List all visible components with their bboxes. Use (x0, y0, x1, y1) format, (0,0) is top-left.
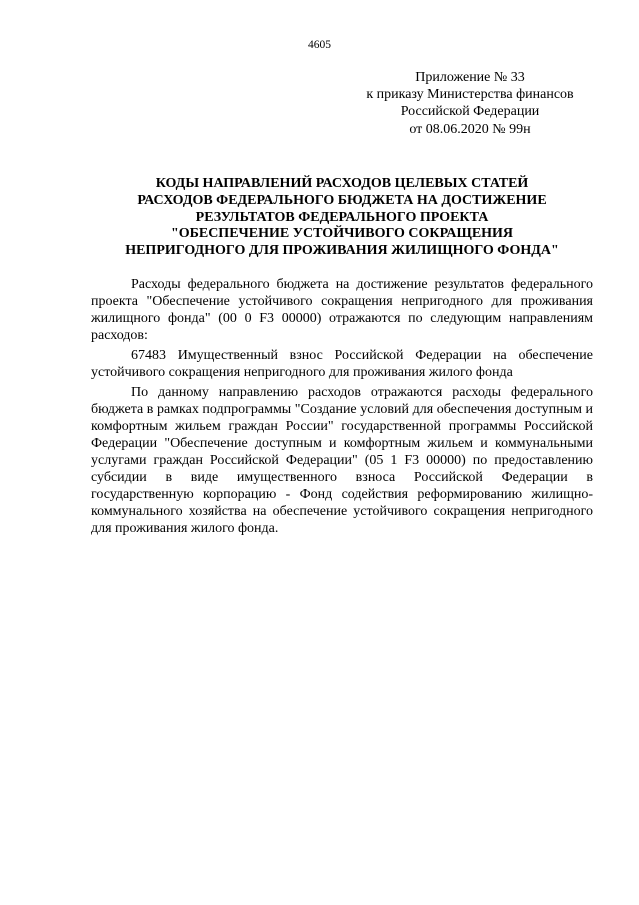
appendix-header (350, 69, 590, 138)
page-number: 4605 (308, 39, 331, 51)
title-line: РАСХОДОВ ФЕДЕРАЛЬНОГО БЮДЖЕТА НА ДОСТИЖЕНИЕ (137, 192, 547, 208)
title-line: РЕЗУЛЬТАТОВ ФЕДЕРАЛЬНОГО ПРОЕКТА (195, 209, 489, 225)
title-line: КОДЫ НАПРАВЛЕНИЙ РАСХОДОВ ЦЕЛЕВЫХ СТАТЕЙ (155, 176, 529, 191)
document-body (91, 276, 593, 540)
appendix-line-federation: Российской Федерации (400, 104, 540, 120)
appendix-line-date: от 08.06.2020 № 99н (409, 121, 531, 137)
body-paragraph-code: 67483 Имущественный взнос Российской Федерации на обеспечение устойчивого сокращения непригодного для проживания жилого фонда (91, 348, 593, 380)
body-paragraph-intro: Расходы федерального бюджета на достижение результатов федерального проекта "Обеспечение устойчивого сокращения непригодного для проживания жилищного фонда" (00 0 F3 00000) отражаются по следующим направлениям расходов: (91, 277, 593, 343)
appendix-line-order: к приказу Министерства финансов (366, 87, 574, 103)
document-title (88, 176, 596, 260)
title-line: "ОБЕСПЕЧЕНИЕ УСТОЙЧИВОГО СОКРАЩЕНИЯ (170, 226, 514, 242)
body-paragraph-description: По данному направлению расходов отражаются расходы федерального бюджета в рамках подпрограммы "Создание условий для обеспечения доступным и комфортным жильем граждан России" государственной программы Российской Федерации "Обеспечение доступным и комфортным жильем и коммунальными услугами граждан Российской Федерации" (05 1 F3 00000) по предоставлению субсидии в виде имущественного взноса Российской Федерации в государственную корпорацию - Фонд содействия реформированию жилищно-коммунального хозяйства на обеспечение устойчивого сокращения непригодного для проживания жилого фонда. (91, 385, 593, 536)
appendix-line-number: Приложение № 33 (415, 70, 525, 85)
title-line: НЕПРИГОДНОГО ДЛЯ ПРОЖИВАНИЯ ЖИЛИЩНОГО ФОНДА" (125, 243, 559, 259)
